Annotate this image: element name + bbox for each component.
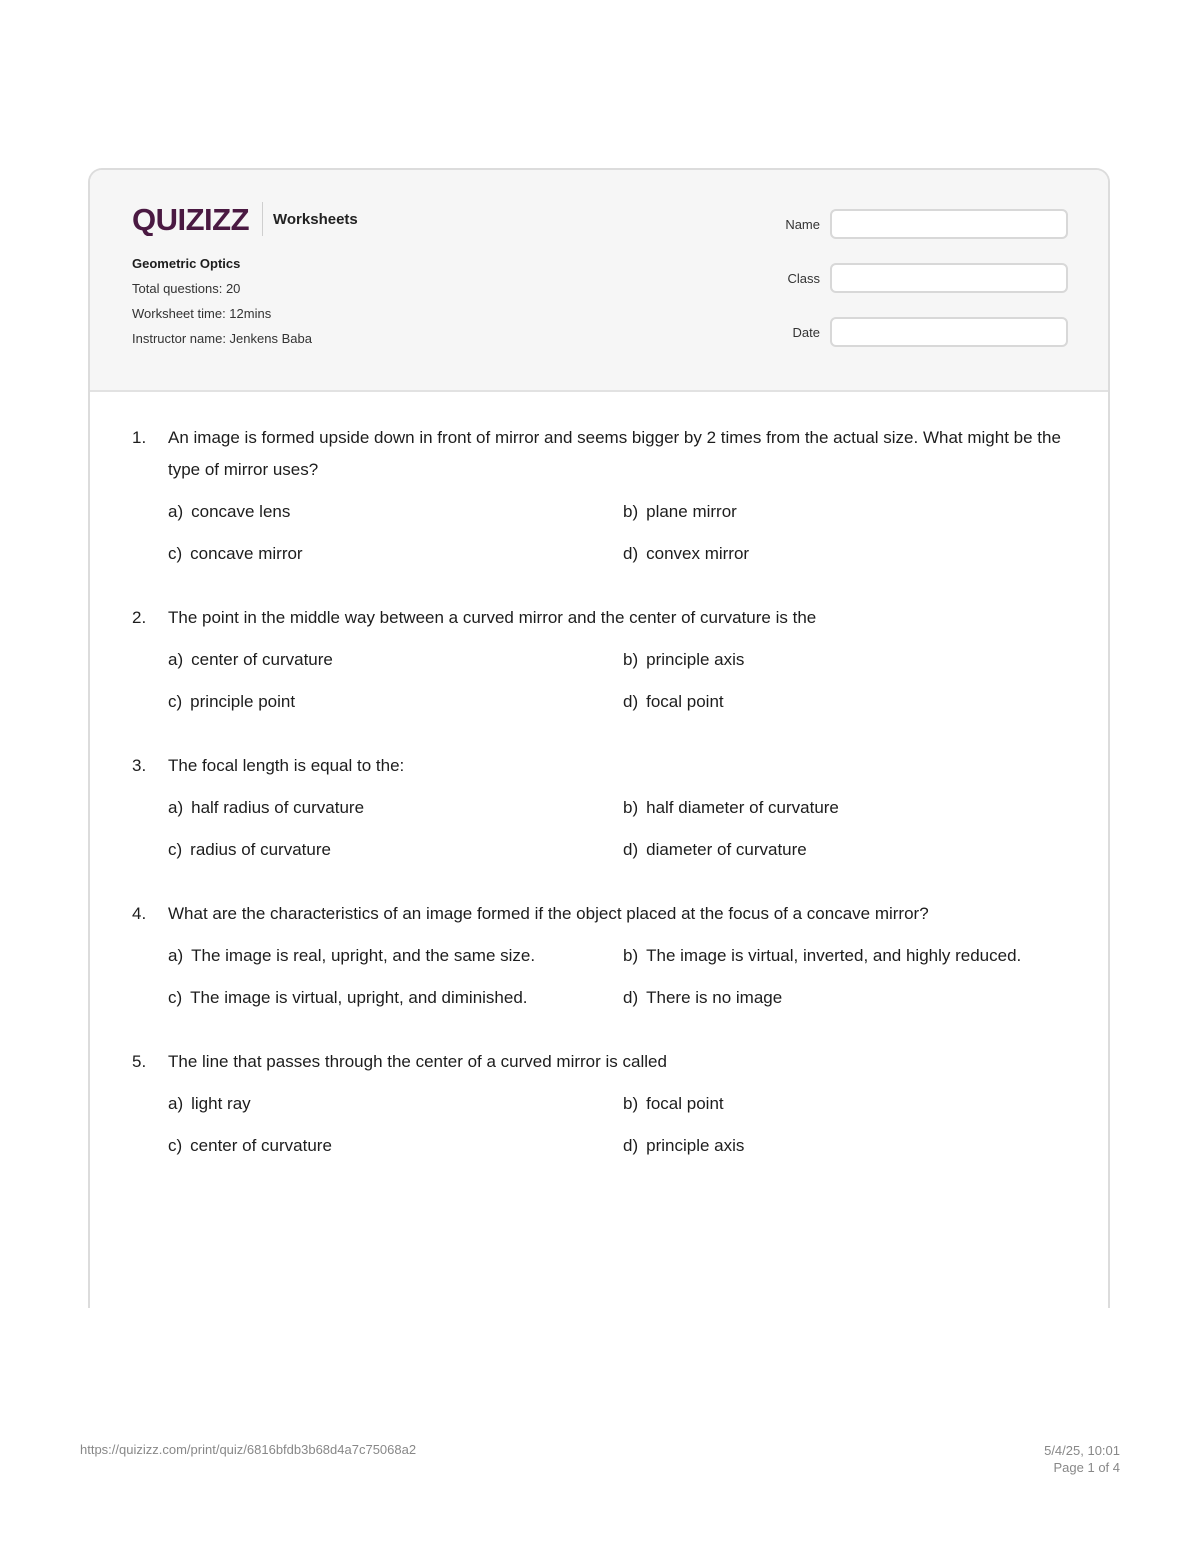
option-letter: c): [168, 544, 183, 563]
worksheet-time: Worksheet time: 12mins: [132, 306, 272, 321]
class-field[interactable]: [830, 263, 1068, 293]
question-4: [132, 898, 1062, 1014]
worksheet-header: [90, 170, 1108, 392]
answer-option: [623, 834, 1078, 866]
option-letter: d): [623, 1136, 639, 1155]
option-letter: b): [623, 946, 639, 965]
option-letter: a): [168, 1094, 184, 1113]
option-letter: a): [168, 798, 184, 817]
option-letter: b): [623, 502, 639, 521]
answer-option: [168, 686, 623, 718]
answer-option: [623, 538, 1078, 570]
answer-options: [168, 496, 1062, 570]
option-letter: d): [623, 692, 639, 711]
option-text: The image is virtual, inverted, and highly reduced.: [646, 946, 1022, 965]
option-text: concave mirror: [190, 544, 303, 563]
worksheet-card: [88, 168, 1110, 1308]
footer-url: https://quizizz.com/print/quiz/6816bfdb3b68d4a7c75068a2: [80, 1442, 417, 1457]
name-field[interactable]: [830, 209, 1068, 239]
question-number: 2.: [132, 608, 147, 627]
instructor-name: Instructor name: Jenkens Baba: [132, 331, 312, 346]
page-number: Page 1 of 4: [1053, 1460, 1120, 1475]
question-5: [132, 1046, 1062, 1162]
question-text: The point in the middle way between a curved mirror and the center of curvature is the: [168, 608, 817, 627]
option-text: principle axis: [646, 1136, 745, 1155]
question-number: 3.: [132, 756, 147, 775]
date-label: Date: [792, 324, 820, 340]
question-number: 5.: [132, 1052, 147, 1071]
name-field-row: [785, 208, 1068, 240]
option-text: center of curvature: [191, 650, 333, 669]
question-text: An image is formed upside down in front of mirror and seems bigger by 2 times from the actual size. What might be the type of mirror uses?: [168, 428, 1061, 479]
option-text: focal point: [646, 692, 724, 711]
class-label: Class: [787, 270, 820, 286]
answer-option: [168, 496, 623, 528]
option-letter: a): [168, 650, 184, 669]
option-text: diameter of curvature: [646, 840, 807, 859]
option-letter: d): [623, 988, 639, 1007]
option-text: half radius of curvature: [191, 798, 365, 817]
logo-divider: [262, 202, 263, 236]
question-stem: [132, 422, 1062, 486]
option-letter: b): [623, 798, 639, 817]
option-text: concave lens: [191, 502, 291, 521]
answer-option: [168, 792, 623, 824]
option-text: focal point: [646, 1094, 724, 1113]
option-letter: a): [168, 502, 184, 521]
answer-options: [168, 644, 1062, 718]
total-questions: Total questions: 20: [132, 281, 241, 296]
option-text: The image is real, upright, and the same size.: [191, 946, 536, 965]
quizizz-logo: [132, 202, 252, 236]
date-field-row: [785, 316, 1068, 348]
answer-option: [168, 834, 623, 866]
option-letter: d): [623, 544, 639, 563]
option-letter: b): [623, 1094, 639, 1113]
answer-option: [623, 496, 1078, 528]
option-text: half diameter of curvature: [646, 798, 839, 817]
question-stem: [132, 1046, 1062, 1078]
option-text: principle point: [190, 692, 296, 711]
question-stem: [132, 602, 1062, 634]
answer-option: [168, 982, 623, 1014]
option-text: convex mirror: [646, 544, 750, 563]
option-text: The image is virtual, upright, and diminished.: [190, 988, 528, 1007]
answer-option: [623, 1130, 1078, 1162]
date-field[interactable]: [830, 317, 1068, 347]
option-text: light ray: [191, 1094, 251, 1113]
quiz-title: Geometric Optics: [132, 256, 241, 271]
option-text: There is no image: [646, 988, 783, 1007]
name-label: Name: [785, 216, 820, 232]
brand: [132, 202, 358, 236]
answer-option: [168, 1130, 623, 1162]
section-label: Worksheets: [273, 210, 358, 228]
answer-option: [623, 940, 1078, 972]
option-text: radius of curvature: [190, 840, 331, 859]
answer-option: [623, 982, 1078, 1014]
question-text: What are the characteristics of an image formed if the object placed at the focus of a concave mirror?: [168, 904, 929, 923]
footer-info: [1044, 1442, 1120, 1476]
option-text: center of curvature: [190, 1136, 332, 1155]
question-2: [132, 602, 1062, 718]
option-text: principle axis: [646, 650, 745, 669]
svg-text:QUIZIZZ: QUIZIZZ: [132, 202, 250, 236]
question-text: The line that passes through the center of a curved mirror is called: [168, 1052, 667, 1071]
class-field-row: [785, 262, 1068, 294]
answer-option: [168, 940, 623, 972]
option-text: plane mirror: [646, 502, 737, 521]
question-text: The focal length is equal to the:: [168, 756, 405, 775]
question-stem: [132, 898, 1062, 930]
answer-options: [168, 1088, 1062, 1162]
question-3: [132, 750, 1062, 866]
option-letter: a): [168, 946, 184, 965]
answer-options: [168, 792, 1062, 866]
question-list: [132, 422, 1062, 1194]
option-letter: c): [168, 692, 183, 711]
option-letter: d): [623, 840, 639, 859]
option-letter: c): [168, 1136, 183, 1155]
answer-option: [623, 792, 1078, 824]
option-letter: b): [623, 650, 639, 669]
answer-option: [168, 538, 623, 570]
answer-option: [168, 644, 623, 676]
question-1: [132, 422, 1062, 570]
student-fields: [785, 208, 1068, 370]
question-number: 4.: [132, 904, 147, 923]
option-letter: c): [168, 840, 183, 859]
option-letter: c): [168, 988, 183, 1007]
footer-datetime: 5/4/25, 10:01: [1044, 1443, 1120, 1458]
answer-option: [623, 1088, 1078, 1120]
quiz-meta: [132, 256, 312, 356]
question-stem: [132, 750, 1062, 782]
answer-option: [623, 686, 1078, 718]
answer-option: [623, 644, 1078, 676]
answer-options: [168, 940, 1062, 1014]
answer-option: [168, 1088, 623, 1120]
question-number: 1.: [132, 428, 147, 447]
